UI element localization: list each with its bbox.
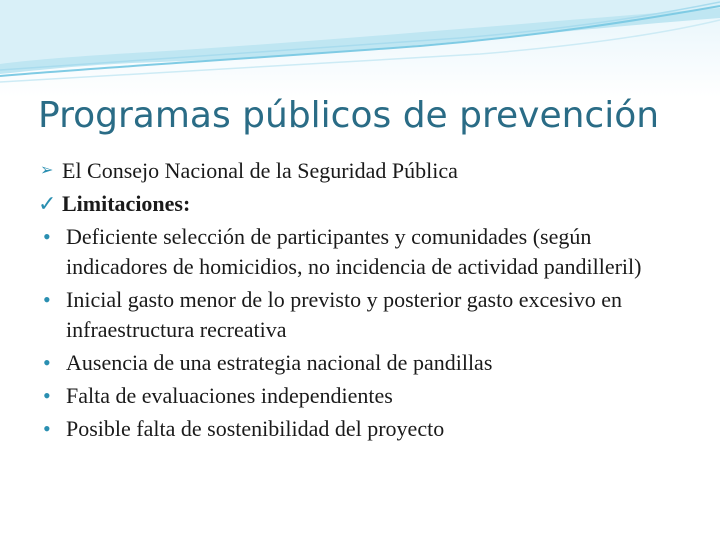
list-item (36, 222, 676, 282)
dot-bullet-icon: • (43, 350, 51, 375)
slide-title: Programas públicos de prevención (38, 95, 660, 136)
dot-bullet-icon: • (43, 416, 51, 441)
dot-bullet-icon: • (43, 383, 51, 408)
list-item (36, 414, 676, 444)
list-item-text: El Consejo Nacional de la Seguridad Pública (62, 158, 458, 183)
dot-bullet-icon: • (43, 287, 51, 312)
checkmark-icon: ✓ (38, 191, 57, 216)
list-item-text: Posible falta de sostenibilidad del proyecto (66, 416, 445, 441)
dot-bullet-icon: • (43, 224, 51, 249)
list-item-limitaciones (36, 189, 676, 219)
list-item (36, 381, 676, 411)
decorative-wave-banner (0, 0, 720, 90)
list-item-text: Falta de evaluaciones independientes (66, 383, 393, 408)
slide-body (36, 156, 676, 447)
list-item-text: Ausencia de una estrategia nacional de pandillas (66, 350, 493, 375)
list-item-consejo (36, 156, 676, 186)
list-item-text: Deficiente selección de participantes y comunidades (según indicadores de homicidios, no incidencia de actividad pandilleril) (66, 224, 642, 279)
list-item-text: Limitaciones: (62, 191, 191, 216)
list-item (36, 285, 676, 345)
list-item (36, 348, 676, 378)
list-item-text: Inicial gasto menor de lo previsto y posterior gasto excesivo en infraestructura recreativa (66, 287, 622, 342)
arrow-bullet-icon: ➢ (40, 162, 54, 179)
